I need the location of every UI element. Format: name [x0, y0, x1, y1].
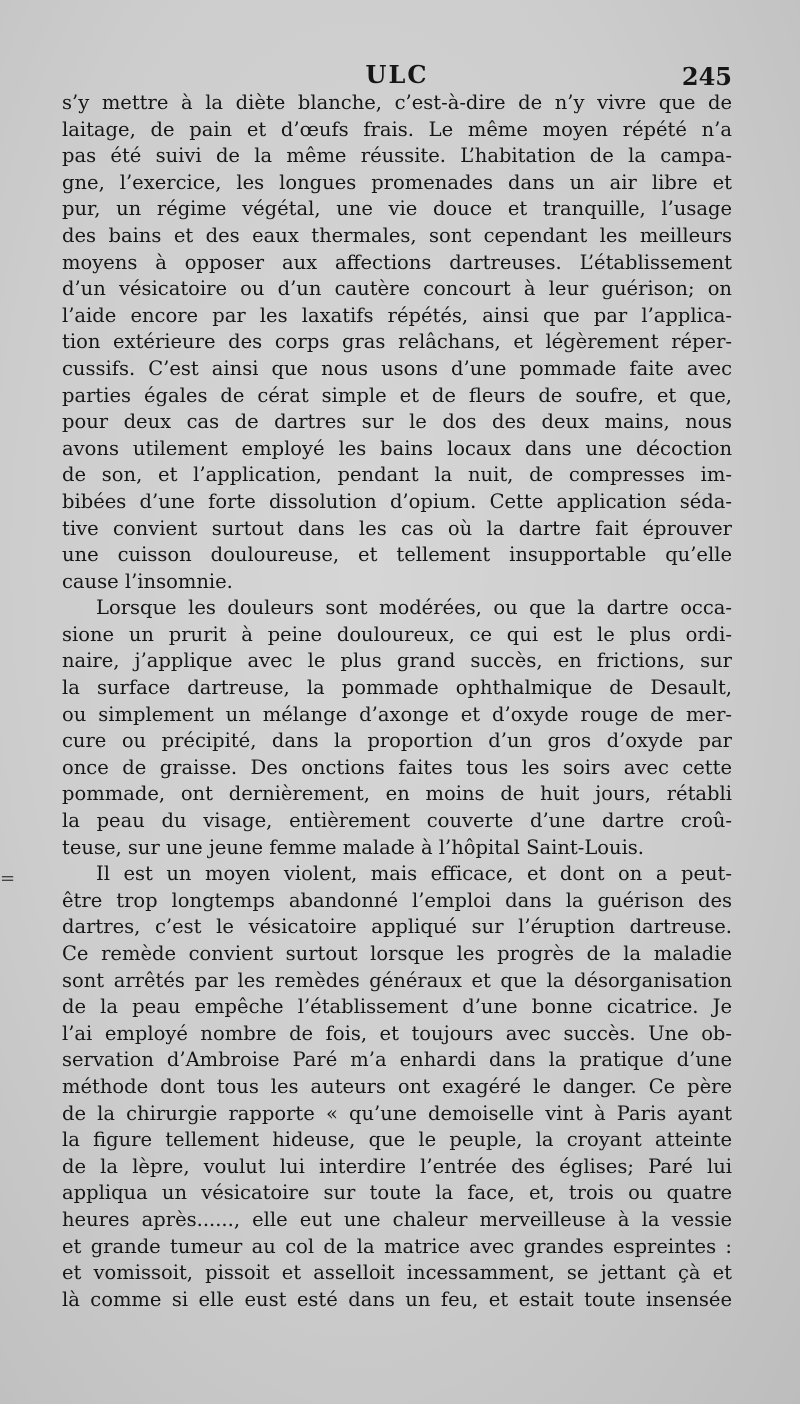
text-line: laitage, de pain et d’œufs frais. Le même moyen répété n’a [62, 117, 732, 141]
text-line: de la peau empêche l’établissement d’une bonne cicatrice. Je [62, 995, 732, 1019]
text-line: Lorsque les douleurs sont modérées, ou que la dartre occa- [96, 596, 732, 620]
text-line: l’aide encore par les laxatifs répétés, ainsi que par l’applica- [62, 303, 732, 327]
text-line: dartres, c’est le vésicatoire appliqué sur l’éruption dartreuse. [62, 915, 732, 939]
text-line: sione un prurit à peine douloureux, ce qui est le plus ordi- [62, 622, 732, 646]
text-line: une cuisson douloureuse, et tellement insupportable qu’elle [62, 543, 732, 567]
text-line: bibées d’une forte dissolution d’opium. Cette application séda- [62, 489, 732, 513]
text-line: appliqua un vésicatoire sur toute la face, et, trois ou quatre [62, 1181, 732, 1205]
text-line: la peau du visage, entièrement couverte d’une dartre croû- [62, 809, 732, 833]
text-line: la surface dartreuse, la pommade ophthalmique de Desault, [62, 676, 732, 700]
running-head: ULC [365, 60, 429, 89]
text-line: cure ou précipité, dans la proportion d’un gros d’oxyde par [62, 729, 732, 753]
text-line: pas été suivi de la même réussite. L’habitation de la campa- [62, 144, 732, 168]
body-text [62, 90, 732, 1313]
text-line: méthode dont tous les auteurs ont exagéré le danger. Ce père [62, 1074, 732, 1098]
text-line: pour deux cas de dartres sur le dos des deux mains, nous [62, 410, 732, 434]
margin-mark: = [0, 868, 16, 889]
text-line: des bains et des eaux thermales, sont cependant les meilleurs [62, 223, 732, 247]
text-line: once de graisse. Des onctions faites tous les soirs avec cette [62, 755, 732, 779]
text-line: naire, j’applique avec le plus grand succès, en frictions, sur [62, 649, 732, 673]
text-line: servation d’Ambroise Paré m’a enhardi dans la pratique d’une [62, 1048, 732, 1072]
text-line: Ce remède convient surtout lorsque les progrès de la maladie [62, 942, 732, 965]
text-line: tive convient surtout dans les cas où la dartre fait éprouver [62, 516, 732, 540]
text-line: pur, un régime végétal, une vie douce et tranquille, l’usage [62, 197, 732, 221]
text-line: cussifs. C’est ainsi que nous usons d’une pommade faite avec [62, 356, 732, 380]
text-line: heures après......, elle eut une chaleur merveilleuse à la vessie [62, 1207, 732, 1231]
text-line: s’y mettre à la diète blanche, c’est-à-dire de n’y vivre que de [62, 91, 732, 114]
text-line: avons utilement employé les bains locaux dans une décoction [62, 436, 732, 460]
text-line: ou simplement un mélange d’axonge et d’oxyde rouge de mer- [62, 702, 732, 726]
text-line: Il est un moyen violent, mais efficace, et dont on a peut- [96, 862, 732, 886]
text-line: de la lèpre, voulut lui interdire l’entrée des églises; Paré lui [62, 1154, 732, 1178]
text-line: la figure tellement hideuse, que le peuple, la croyant atteinte [62, 1128, 732, 1152]
text-line: et vomissoit, pissoit et asselloit incessamment, se jettant çà et [62, 1261, 732, 1285]
text-line: cause l’insomnie. [62, 569, 233, 593]
page-number: 245 [681, 62, 732, 91]
text-line: pommade, ont dernièrement, en moins de huit jours, rétabli [62, 782, 732, 806]
text-line: d’un vésicatoire ou d’un cautère concourt à leur guérison; on [62, 277, 732, 301]
text-line: sont arrêtés par les remèdes généraux et que la désorganisation [62, 968, 732, 992]
text-line: teuse, sur une jeune femme malade à l’hôpital Saint-Louis. [62, 835, 645, 859]
text-line: parties égales de cérat simple et de fleurs de soufre, et que, [62, 383, 732, 407]
text-line: l’ai employé nombre de fois, et toujours avec succès. Une ob- [62, 1021, 732, 1045]
text-line: là comme si elle eust esté dans un feu, et estait toute insensée [62, 1287, 732, 1311]
text-line: moyens à opposer aux affections dartreuses. L’établissement [62, 250, 732, 274]
text-line: gne, l’exercice, les longues promenades dans un air libre et [62, 170, 732, 194]
text-line: et grande tumeur au col de la matrice avec grandes espreintes : [62, 1234, 732, 1258]
text-line: tion extérieure des corps gras relâchans, et légèrement réper- [62, 330, 732, 354]
text-line: être trop longtemps abandonné l’emploi dans la guérison des [62, 888, 732, 912]
text-line: de la chirurgie rapporte « qu’une demoiselle vint à Paris ayant [62, 1101, 732, 1125]
text-line: de son, et l’application, pendant la nuit, de compresses im- [62, 463, 732, 487]
